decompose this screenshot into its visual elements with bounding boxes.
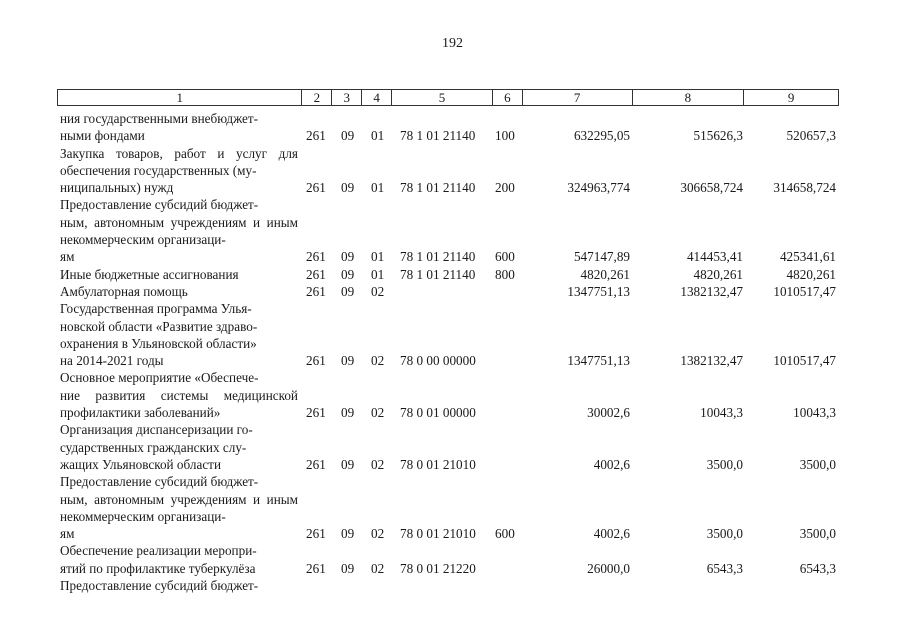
cell-amount-col9: 1010517,47 [773,283,836,299]
cell-amount-col8: 1382132,47 [680,353,743,369]
cell-section: 09 [341,405,355,421]
cell-amount-col8: 3500,0 [706,456,743,472]
cell-admin-code: 261 [306,405,326,421]
cell-subsection: 02 [371,405,385,421]
cell-amount-col7: 4002,6 [593,456,630,472]
cell-amount-col7: 1347751,13 [567,283,630,299]
cell-amount-col7: 26000,0 [587,560,630,576]
header-cell-3: 3 [331,90,361,105]
cell-target-article: 78 0 01 21010 [400,456,476,472]
table-row [60,300,840,369]
header-cell-8: 8 [632,90,744,105]
cell-expense-type: 600 [495,249,515,265]
row-description: Основное мероприятие «Обеспече- ние развития системы медицинской профилактики заболеваний» [60,370,298,421]
header-cell-7: 7 [522,90,632,105]
table-body [60,110,840,594]
cell-amount-col9: 425341,61 [779,249,836,265]
cell-admin-code: 261 [306,456,326,472]
cell-amount-col8: 4820,261 [693,266,743,282]
cell-expense-type: 600 [495,526,515,542]
cell-admin-code: 261 [306,266,326,282]
cell-admin-code: 261 [306,249,326,265]
table-row [60,110,840,145]
cell-amount-col8: 414453,41 [686,249,743,265]
cell-amount-col9: 520657,3 [786,128,836,144]
cell-amount-col7: 30002,6 [587,405,630,421]
cell-admin-code: 261 [306,128,326,144]
cell-subsection: 02 [371,456,385,472]
cell-section: 09 [341,560,355,576]
cell-section: 09 [341,249,355,265]
table-row [60,369,840,421]
row-description: Обеспечение реализации меропри- ятий по профилактике туберкулёза [60,543,257,576]
cell-target-article: 78 1 01 21140 [400,128,476,144]
cell-admin-code: 261 [306,180,326,196]
row-description: Предоставление субсидий бюджет- ным, автономным учреждениям и иным некоммерческим организаци- ям [60,474,298,542]
cell-amount-col9: 3500,0 [799,456,836,472]
cell-amount-col7: 547147,89 [573,249,630,265]
cell-amount-col9: 1010517,47 [773,353,836,369]
row-description: Предоставление субсидий бюджет- ным, автономным учреждениям и иным некоммерческим организаци- ям [60,197,298,265]
cell-target-article: 78 0 01 00000 [400,405,476,421]
cell-subsection: 02 [371,560,385,576]
row-description: Закупка товаров, работ и услуг для обеспечения государственных (му- ниципальных) нужд [60,145,298,196]
cell-amount-col9: 10043,3 [793,405,836,421]
cell-amount-col7: 324963,774 [567,180,630,196]
cell-amount-col8: 3500,0 [706,526,743,542]
cell-section: 09 [341,266,355,282]
cell-expense-type: 200 [495,180,515,196]
cell-target-article: 78 1 01 21140 [400,266,476,282]
cell-admin-code: 261 [306,353,326,369]
row-description: ния государственными внебюджет- ными фондами [60,111,259,144]
cell-expense-type: 100 [495,128,515,144]
table-row [60,196,840,265]
header-cell-4: 4 [361,90,391,105]
page-number: 192 [442,36,463,51]
cell-section: 09 [341,128,355,144]
cell-amount-col9: 314658,724 [773,180,836,196]
cell-expense-type: 800 [495,266,515,282]
cell-section: 09 [341,526,355,542]
row-description: Организация диспансеризации го- сударственных гражданских слу- жащих Ульяновской области [60,422,253,472]
cell-admin-code: 261 [306,526,326,542]
cell-admin-code: 261 [306,560,326,576]
header-cell-1: 1 [176,90,183,105]
table-row [60,577,840,594]
table-row [60,283,840,300]
cell-target-article: 78 0 01 21220 [400,560,476,576]
cell-amount-col8: 6543,3 [706,560,743,576]
table-row [60,145,840,197]
cell-amount-col8: 306658,724 [680,180,743,196]
cell-amount-col7: 4002,6 [593,526,630,542]
header-cell-5: 5 [391,90,492,105]
cell-subsection: 02 [371,526,385,542]
cell-target-article: 78 0 01 21010 [400,526,476,542]
cell-subsection: 02 [371,283,385,299]
cell-amount-col8: 515626,3 [693,128,743,144]
table-row [60,421,840,473]
cell-subsection: 02 [371,353,385,369]
cell-amount-col7: 632295,05 [573,128,630,144]
row-description: Государственная программа Улья- новской области «Развитие здраво- охранения в Ульяновской области» на 2014-2021 годы [60,301,258,369]
cell-amount-col7: 1347751,13 [567,353,630,369]
header-cell-2: 2 [301,90,331,105]
cell-subsection: 01 [371,128,385,144]
cell-amount-col8: 1382132,47 [680,283,743,299]
row-description: Предоставление субсидий бюджет- [60,578,259,594]
cell-amount-col9: 3500,0 [799,526,836,542]
table-header [57,89,839,106]
cell-admin-code: 261 [306,283,326,299]
row-description: Иные бюджетные ассигнования [60,266,239,282]
cell-amount-col7: 4820,261 [580,266,630,282]
table-row [60,542,840,577]
cell-section: 09 [341,353,355,369]
header-cell-6: 6 [492,90,522,105]
cell-subsection: 01 [371,180,385,196]
cell-section: 09 [341,283,355,299]
cell-target-article: 78 1 01 21140 [400,249,476,265]
header-cell-9: 9 [743,90,838,105]
cell-section: 09 [341,180,355,196]
cell-subsection: 01 [371,266,385,282]
cell-target-article: 78 1 01 21140 [400,180,476,196]
row-description: Амбулаторная помощь [60,283,188,299]
cell-amount-col8: 10043,3 [700,405,743,421]
table-row [60,473,840,542]
table-row [60,266,840,283]
cell-target-article: 78 0 00 00000 [400,353,476,369]
cell-subsection: 01 [371,249,385,265]
cell-amount-col9: 4820,261 [786,266,836,282]
cell-section: 09 [341,456,355,472]
cell-amount-col9: 6543,3 [799,560,836,576]
